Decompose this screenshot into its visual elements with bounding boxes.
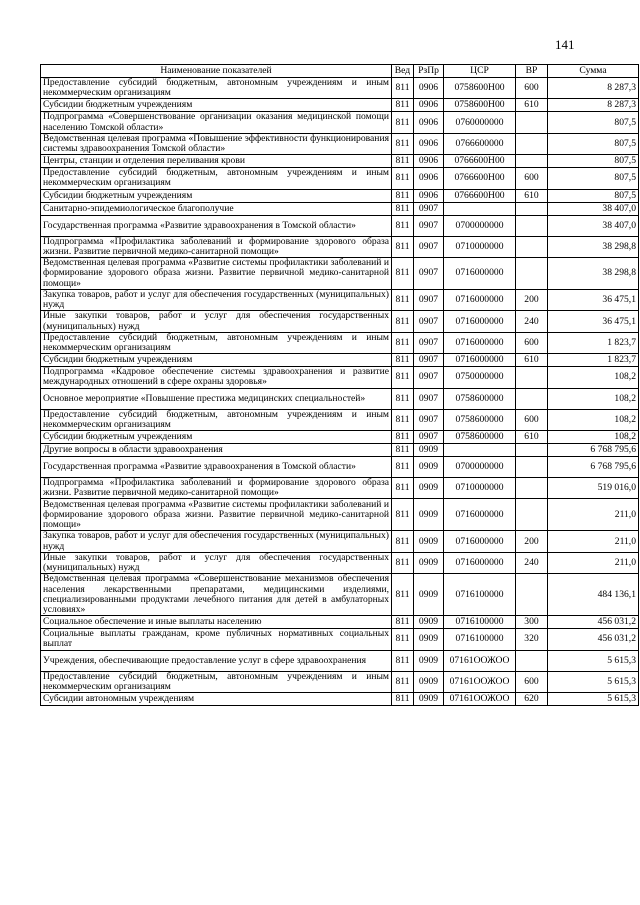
row-csr: 0758600000	[444, 431, 516, 444]
row-ved: 811	[392, 78, 414, 99]
row-ved: 811	[392, 168, 414, 189]
table-header	[41, 65, 639, 78]
row-ved: 811	[392, 332, 414, 353]
row-csr: 0758600Н00	[444, 99, 516, 112]
row-csr: 0716000000	[444, 258, 516, 290]
row-vr: 610	[516, 431, 548, 444]
row-ved: 811	[392, 444, 414, 457]
row-sum: 807,5	[548, 112, 639, 133]
row-ved: 811	[392, 629, 414, 650]
row-ved: 811	[392, 693, 414, 706]
row-rzpr: 0909	[414, 650, 444, 671]
row-sum: 456 031,2	[548, 616, 639, 629]
row-vr	[516, 650, 548, 671]
row-csr: 0758600Н00	[444, 78, 516, 99]
row-csr: 0766600Н00	[444, 155, 516, 168]
row-vr: 610	[516, 354, 548, 367]
table-row	[41, 133, 639, 154]
row-name: Центры, станции и отделения переливания крови	[41, 155, 392, 168]
row-sum: 108,2	[548, 367, 639, 388]
row-rzpr: 0907	[414, 215, 444, 236]
row-name: Государственная программа «Развитие здравоохранения в Томской области»	[41, 457, 392, 478]
row-sum: 807,5	[548, 155, 639, 168]
row-rzpr: 0909	[414, 478, 444, 499]
row-vr: 600	[516, 168, 548, 189]
row-csr	[444, 444, 516, 457]
page-number: 141	[555, 37, 575, 52]
row-ved: 811	[392, 367, 414, 388]
row-rzpr: 0909	[414, 444, 444, 457]
row-rzpr: 0907	[414, 431, 444, 444]
row-csr: 07161ООЖОО	[444, 650, 516, 671]
row-ved: 811	[392, 99, 414, 112]
row-csr: 0716100000	[444, 629, 516, 650]
row-vr: 610	[516, 99, 548, 112]
header-vr: ВР	[516, 65, 548, 78]
row-rzpr: 0907	[414, 367, 444, 388]
row-vr: 300	[516, 616, 548, 629]
table-row	[41, 258, 639, 290]
table-row	[41, 444, 639, 457]
table-row	[41, 616, 639, 629]
row-vr	[516, 388, 548, 409]
row-sum: 5 615,3	[548, 671, 639, 692]
row-csr: 0700000000	[444, 457, 516, 478]
row-rzpr: 0907	[414, 409, 444, 430]
row-name: Учреждения, обеспечивающие предоставление услуг в сфере здравоохранения	[41, 650, 392, 671]
row-sum: 6 768 795,6	[548, 457, 639, 478]
table-row	[41, 478, 639, 499]
row-ved: 811	[392, 457, 414, 478]
row-csr	[444, 202, 516, 215]
row-csr: 0760000000	[444, 112, 516, 133]
row-sum: 8 287,3	[548, 99, 639, 112]
row-vr: 200	[516, 290, 548, 311]
row-sum: 5 615,3	[548, 650, 639, 671]
table-row	[41, 290, 639, 311]
row-sum: 807,5	[548, 133, 639, 154]
row-csr: 0766600000	[444, 133, 516, 154]
row-vr: 240	[516, 311, 548, 332]
row-name: Основное мероприятие «Повышение престижа медицинских специальностей»	[41, 388, 392, 409]
row-rzpr: 0909	[414, 693, 444, 706]
row-vr: 620	[516, 693, 548, 706]
row-csr: 0700000000	[444, 215, 516, 236]
row-sum: 456 031,2	[548, 629, 639, 650]
row-csr: 0716000000	[444, 290, 516, 311]
row-sum: 519 016,0	[548, 478, 639, 499]
row-ved: 811	[392, 531, 414, 552]
table-row	[41, 693, 639, 706]
table-row	[41, 155, 639, 168]
row-rzpr: 0907	[414, 354, 444, 367]
row-ved: 811	[392, 236, 414, 257]
row-ved: 811	[392, 574, 414, 616]
row-ved: 811	[392, 499, 414, 531]
row-ved: 811	[392, 202, 414, 215]
table-body	[41, 78, 639, 706]
row-vr: 240	[516, 552, 548, 573]
header-rzpr: РзПр	[414, 65, 444, 78]
row-vr	[516, 478, 548, 499]
row-vr: 610	[516, 189, 548, 202]
row-rzpr: 0909	[414, 629, 444, 650]
row-sum: 807,5	[548, 168, 639, 189]
row-rzpr: 0909	[414, 499, 444, 531]
row-name: Предоставление субсидий бюджетным, автономным учреждениям и иным некоммерческим организациям	[41, 332, 392, 353]
row-vr: 320	[516, 629, 548, 650]
table-row	[41, 457, 639, 478]
table-row	[41, 202, 639, 215]
row-name: Субсидии бюджетным учреждениям	[41, 354, 392, 367]
row-rzpr: 0909	[414, 552, 444, 573]
row-ved: 811	[392, 409, 414, 430]
row-rzpr: 0909	[414, 616, 444, 629]
row-name: Иные закупки товаров, работ и услуг для обеспечения государственных (муниципальных) нужд	[41, 552, 392, 573]
table-row	[41, 332, 639, 353]
row-ved: 811	[392, 354, 414, 367]
row-sum: 6 768 795,6	[548, 444, 639, 457]
row-csr: 0766600Н00	[444, 189, 516, 202]
row-ved: 811	[392, 388, 414, 409]
table-row	[41, 311, 639, 332]
row-name: Закупка товаров, работ и услуг для обеспечения государственных (муниципальных) нужд	[41, 531, 392, 552]
row-csr: 0766600Н00	[444, 168, 516, 189]
row-vr: 600	[516, 78, 548, 99]
table-row	[41, 409, 639, 430]
row-ved: 811	[392, 290, 414, 311]
row-ved: 811	[392, 616, 414, 629]
row-vr	[516, 202, 548, 215]
table-row	[41, 552, 639, 573]
row-vr: 600	[516, 671, 548, 692]
row-name: Иные закупки товаров, работ и услуг для обеспечения государственных (муниципальных) нужд	[41, 311, 392, 332]
row-name: Предоставление субсидий бюджетным, автономным учреждениям и иным некоммерческим организациям	[41, 78, 392, 99]
row-rzpr: 0907	[414, 258, 444, 290]
table-row	[41, 431, 639, 444]
row-name: Предоставление субсидий бюджетным, автономным учреждениям и иным некоммерческим организациям	[41, 409, 392, 430]
table-row	[41, 168, 639, 189]
row-sum: 1 823,7	[548, 354, 639, 367]
row-csr: 0710000000	[444, 236, 516, 257]
row-ved: 811	[392, 215, 414, 236]
row-sum: 38 298,8	[548, 236, 639, 257]
table-row	[41, 650, 639, 671]
row-name: Ведомственная целевая программа «Развитие системы профилактики заболеваний и формирование здорового образа жизни. Развитие первичной медико-санитарной помощи»	[41, 258, 392, 290]
row-rzpr: 0907	[414, 311, 444, 332]
row-vr	[516, 499, 548, 531]
row-rzpr: 0907	[414, 290, 444, 311]
row-rzpr: 0907	[414, 236, 444, 257]
row-ved: 811	[392, 112, 414, 133]
table-row	[41, 499, 639, 531]
row-ved: 811	[392, 431, 414, 444]
row-ved: 811	[392, 311, 414, 332]
row-name: Субсидии бюджетным учреждениям	[41, 431, 392, 444]
row-rzpr: 0906	[414, 155, 444, 168]
row-name: Субсидии бюджетным учреждениям	[41, 189, 392, 202]
row-vr	[516, 574, 548, 616]
row-sum: 1 823,7	[548, 332, 639, 353]
row-rzpr: 0907	[414, 388, 444, 409]
row-name: Предоставление субсидий бюджетным, автономным учреждениям и иным некоммерческим организациям	[41, 168, 392, 189]
row-csr: 0716000000	[444, 354, 516, 367]
row-rzpr: 0906	[414, 99, 444, 112]
row-sum: 36 475,1	[548, 290, 639, 311]
row-csr: 0716000000	[444, 531, 516, 552]
table-row	[41, 629, 639, 650]
row-sum: 38 407,0	[548, 202, 639, 215]
table-row	[41, 367, 639, 388]
row-sum: 211,0	[548, 499, 639, 531]
table-row	[41, 78, 639, 99]
table-row	[41, 189, 639, 202]
row-name: Закупка товаров, работ и услуг для обеспечения государственных (муниципальных) нужд	[41, 290, 392, 311]
row-sum: 38 298,8	[548, 258, 639, 290]
row-rzpr: 0909	[414, 457, 444, 478]
row-csr: 0716000000	[444, 332, 516, 353]
row-sum: 108,2	[548, 431, 639, 444]
row-vr	[516, 444, 548, 457]
row-csr: 0716000000	[444, 311, 516, 332]
row-ved: 811	[392, 189, 414, 202]
row-rzpr: 0906	[414, 112, 444, 133]
row-name: Другие вопросы в области здравоохранения	[41, 444, 392, 457]
row-name: Субсидии автономным учреждениям	[41, 693, 392, 706]
row-csr: 0716000000	[444, 552, 516, 573]
row-rzpr: 0906	[414, 78, 444, 99]
row-vr: 200	[516, 531, 548, 552]
row-sum: 807,5	[548, 189, 639, 202]
row-rzpr: 0909	[414, 531, 444, 552]
row-csr: 0758600000	[444, 409, 516, 430]
row-name: Подпрограмма «Профилактика заболеваний и формирование здорового образа жизни. Развитие первичной медико-санитарной помощи»	[41, 478, 392, 499]
row-ved: 811	[392, 155, 414, 168]
row-sum: 211,0	[548, 552, 639, 573]
row-name: Субсидии бюджетным учреждениям	[41, 99, 392, 112]
table-row	[41, 236, 639, 257]
table-row	[41, 671, 639, 692]
row-rzpr: 0909	[414, 574, 444, 616]
table-row	[41, 99, 639, 112]
row-csr: 0716000000	[444, 499, 516, 531]
row-csr: 0758600000	[444, 388, 516, 409]
row-rzpr: 0906	[414, 189, 444, 202]
row-ved: 811	[392, 133, 414, 154]
header-csr: ЦСР	[444, 65, 516, 78]
row-ved: 811	[392, 671, 414, 692]
row-sum: 38 407,0	[548, 215, 639, 236]
row-sum: 36 475,1	[548, 311, 639, 332]
table-row	[41, 215, 639, 236]
row-rzpr: 0906	[414, 133, 444, 154]
row-sum: 211,0	[548, 531, 639, 552]
row-vr	[516, 155, 548, 168]
table-row	[41, 574, 639, 616]
row-name: Подпрограмма «Совершенствование организации оказания медицинской помощи населению Томской области»	[41, 112, 392, 133]
row-name: Ведомственная целевая программа «Повышение эффективности функционирования системы здравоохранения Томской области»	[41, 133, 392, 154]
row-csr: 0750000000	[444, 367, 516, 388]
row-vr	[516, 112, 548, 133]
row-name: Ведомственная целевая программа «Совершенствование механизмов обеспечения населения лекарственными препаратами, медицинскими изделиями, специализированными продуктами лечебного питания для детей в амбулаторных условиях»	[41, 574, 392, 616]
row-vr	[516, 367, 548, 388]
row-ved: 811	[392, 650, 414, 671]
row-csr: 0710000000	[444, 478, 516, 499]
row-sum: 108,2	[548, 409, 639, 430]
row-name: Санитарно-эпидемиологическое благополучие	[41, 202, 392, 215]
row-csr: 07161ООЖОО	[444, 693, 516, 706]
row-name: Социальное обеспечение и иные выплаты населению	[41, 616, 392, 629]
row-csr: 0716100000	[444, 616, 516, 629]
row-ved: 811	[392, 478, 414, 499]
row-rzpr: 0909	[414, 671, 444, 692]
header-name: Наименование показателей	[41, 65, 392, 78]
row-vr	[516, 258, 548, 290]
row-vr	[516, 457, 548, 478]
header-ved: Вед	[392, 65, 414, 78]
header-sum: Сумма	[548, 65, 639, 78]
table-row	[41, 354, 639, 367]
row-sum: 5 615,3	[548, 693, 639, 706]
row-vr: 600	[516, 409, 548, 430]
row-name: Ведомственная целевая программа «Развитие системы профилактики заболеваний и формирование здорового образа жизни. Развитие первичной медико-санитарной помощи»	[41, 499, 392, 531]
row-ved: 811	[392, 258, 414, 290]
table-row	[41, 531, 639, 552]
budget-table	[40, 64, 639, 706]
row-name: Подпрограмма «Кадровое обеспечение системы здравоохранения и развитие международных отношений в сфере охраны здоровья»	[41, 367, 392, 388]
row-vr	[516, 215, 548, 236]
row-sum: 484 136,1	[548, 574, 639, 616]
row-rzpr: 0907	[414, 202, 444, 215]
row-sum: 8 287,3	[548, 78, 639, 99]
row-sum: 108,2	[548, 388, 639, 409]
row-vr	[516, 236, 548, 257]
row-vr: 600	[516, 332, 548, 353]
row-rzpr: 0907	[414, 332, 444, 353]
row-vr	[516, 133, 548, 154]
row-name: Подпрограмма «Профилактика заболеваний и формирование здорового образа жизни. Развитие первичной медико-санитарной помощи»	[41, 236, 392, 257]
row-csr: 07161ООЖОО	[444, 671, 516, 692]
row-rzpr: 0906	[414, 168, 444, 189]
row-name: Государственная программа «Развитие здравоохранения в Томской области»	[41, 215, 392, 236]
row-ved: 811	[392, 552, 414, 573]
row-name: Социальные выплаты гражданам, кроме публичных нормативных социальных выплат	[41, 629, 392, 650]
row-csr: 0716100000	[444, 574, 516, 616]
row-name: Предоставление субсидий бюджетным, автономным учреждениям и иным некоммерческим организациям	[41, 671, 392, 692]
table-row	[41, 112, 639, 133]
table-row	[41, 388, 639, 409]
